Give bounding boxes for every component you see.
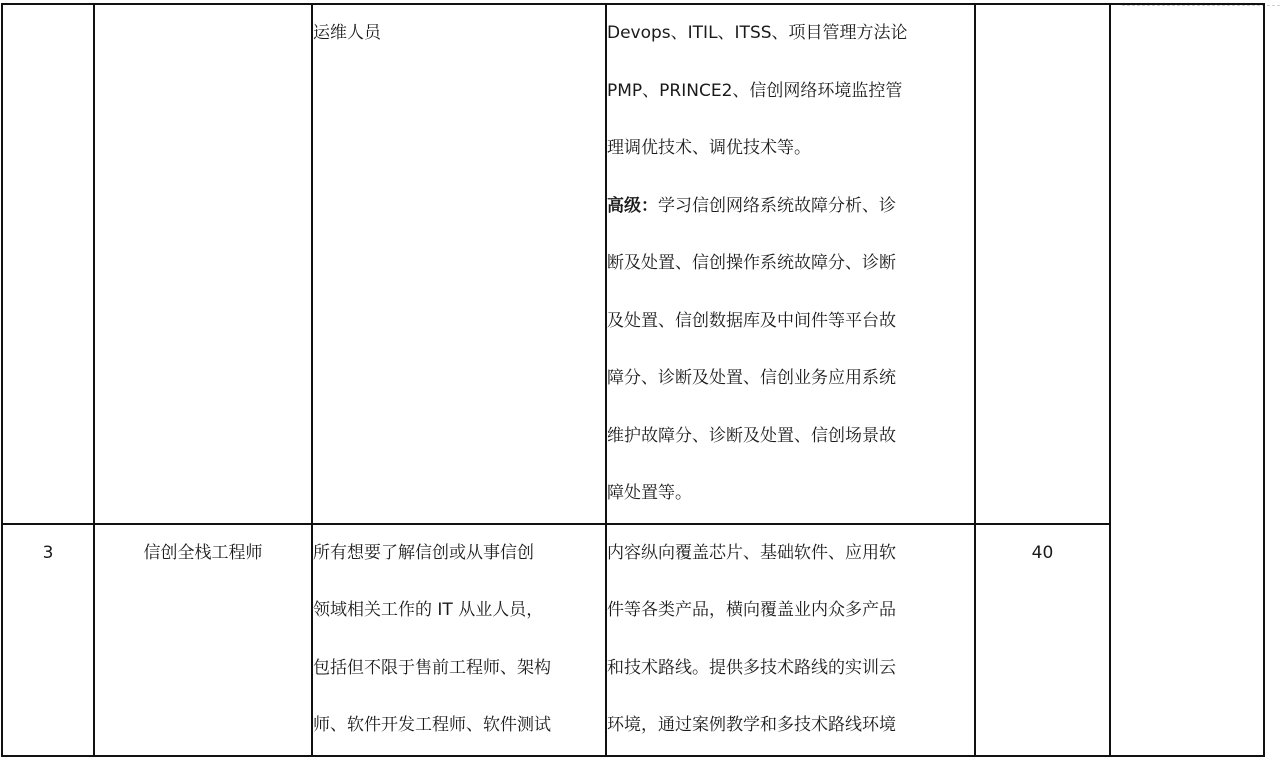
advanced-text: 学习信创网络系统故障分析、诊 [658, 195, 896, 216]
row-number-cell: 3 [2, 524, 94, 756]
advanced-line [607, 178, 974, 236]
content-cell [606, 4, 975, 524]
audience-cell [312, 524, 606, 756]
content-line: 和技术路线。提供多技术路线的实训云 [607, 657, 896, 678]
content-line: 及处置、信创数据库及中间件等平台故 [607, 310, 896, 331]
row-number-cell [2, 4, 94, 524]
audience-cell [312, 4, 606, 524]
hours-cell [975, 4, 1110, 524]
content-line: 环境，通过案例教学和多技术路线环境 [607, 715, 896, 735]
audience-line: 所有想要了解信创或从事信创 [313, 542, 534, 563]
course-title-cell: 信创全栈工程师 [94, 524, 312, 756]
content-line: 障分、诊断及处置、信创业务应用系统 [607, 368, 896, 388]
course-table [1, 3, 1265, 757]
content-line: 障处置等。 [607, 483, 692, 503]
advanced-label: 高级： [607, 195, 658, 216]
table-row [2, 4, 1264, 524]
content-line: 维护故障分、诊断及处置、信创场景故 [607, 425, 896, 446]
content-line: 理调优技术、调优技术等。 [607, 138, 811, 158]
content-line: PMP、PRINCE2、信创网络环境监控管 [607, 80, 903, 101]
hours-cell: 40 [975, 524, 1110, 756]
content-line: 件等各类产品，横向覆盖业内众多产品 [607, 600, 896, 620]
audience-line: 领域相关工作的 IT 从业人员， [313, 600, 544, 620]
content-line: 内容纵向覆盖芯片、基础软件、应用软 [607, 542, 896, 563]
content-line: 断及处置、信创操作系统故障分、诊断 [607, 253, 896, 273]
audience-line: 师、软件开发工程师、软件测试 [313, 715, 551, 735]
audience-line: 包括但不限于售前工程师、架构 [313, 657, 551, 678]
audience-line: 运维人员 [313, 23, 381, 43]
table-row [2, 524, 1264, 756]
remarks-cell [1110, 4, 1264, 756]
content-cell [606, 524, 975, 756]
course-title-cell [94, 4, 312, 524]
content-line: Devops、ITIL、ITSS、项目管理方法论 [607, 23, 908, 43]
